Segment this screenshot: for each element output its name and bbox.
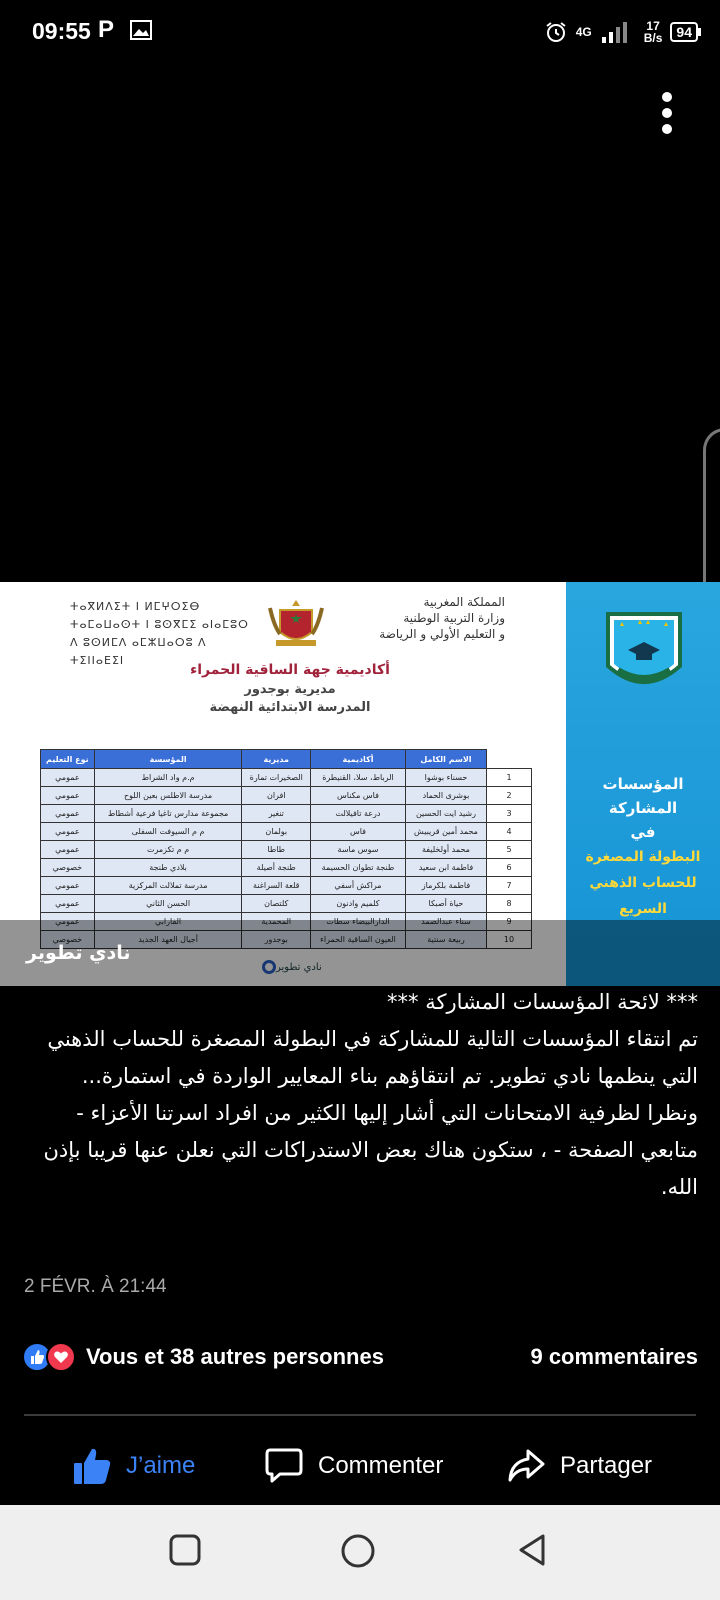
doc-title-school: المدرسة الابتدائية النهضة <box>209 700 371 715</box>
post-actions <box>0 1436 720 1496</box>
table-cell: الصخيرات تمارة <box>242 769 311 787</box>
table-cell: عمومي <box>41 841 95 859</box>
table-cell: 3 <box>487 805 532 823</box>
table-row <box>41 877 532 895</box>
post-text <box>22 984 698 1206</box>
table-cell: م.م واد الشراط <box>94 769 242 787</box>
panel-line: للحساب الذهني <box>589 875 697 891</box>
table-cell: درعة تافيلالت <box>311 805 406 823</box>
table-cell: قلعة السراغنة <box>242 877 311 895</box>
post-image[interactable] <box>0 582 720 986</box>
table-row <box>41 841 532 859</box>
table-cell: فاس <box>311 823 406 841</box>
table-cell: بوشرى الحماد <box>405 787 486 805</box>
table-cell: افران <box>242 787 311 805</box>
divider <box>24 1414 696 1416</box>
table-cell: عمومي <box>41 913 95 931</box>
network-type: 4G <box>575 25 592 39</box>
header-line: و التعليم الأولي و الرياضة <box>379 627 505 641</box>
table-cell: كلميم وادنون <box>311 895 406 913</box>
table-cell: بلادي طنجة <box>94 859 242 877</box>
moroccan-emblem-icon <box>266 596 326 650</box>
table-cell: 8 <box>487 895 532 913</box>
table-cell: فاطمة بلكرماز <box>405 877 486 895</box>
table-cell: كلتصان <box>242 895 311 913</box>
share-arrow-icon <box>506 1446 546 1486</box>
table-header-cell: الاسم الكامل <box>405 750 486 769</box>
status-bar <box>0 0 720 64</box>
table-cell: عمومي <box>41 769 95 787</box>
table-cell: فاطمة ابن سعيد <box>405 859 486 877</box>
table-cell: الفارابي <box>94 913 242 931</box>
header-line: ⵜⴰⵎⴰⵡⴰⵙⵜ ⵏ ⵓⵙⴳⵎⵉ ⴰⵏⴰⵎⵓⵔ <box>70 618 249 631</box>
table-cell: 5 <box>487 841 532 859</box>
table-cell: عمومي <box>41 805 95 823</box>
table-cell: سوس ماسة <box>311 841 406 859</box>
battery-icon: 94 <box>670 22 698 42</box>
table-cell: عمومي <box>41 823 95 841</box>
table-cell: م م تكزمرت <box>94 841 242 859</box>
share-label: Partager <box>560 1452 653 1479</box>
table-cell: أجيال العهد الجديد <box>94 931 242 949</box>
alarm-icon <box>544 20 568 44</box>
table-cell: حياة أصبكا <box>405 895 486 913</box>
speed-value: 17 <box>646 19 660 33</box>
table-row <box>41 895 532 913</box>
table-header-row <box>41 750 532 769</box>
speed-unit: B/s <box>643 31 663 45</box>
header-line: ⵜⴰⴳⵍⴷⵉⵜ ⵏ ⵍⵎⵖⵔⵉⴱ <box>70 600 201 613</box>
doc-title-academy: أكاديمية جهة الساقية الحمراء <box>190 662 390 678</box>
table-cell: مدرسة تملالت المركزية <box>94 877 242 895</box>
table-cell: الدارالبيضاء سطات <box>311 913 406 931</box>
back-icon[interactable] <box>516 1533 550 1567</box>
table-header-cell <box>487 750 532 769</box>
table-cell: مدرسة الاطلس بعين اللوح <box>94 787 242 805</box>
status-time: 09:55 <box>32 18 91 44</box>
table-cell: م م السيوفت السفلى <box>94 823 242 841</box>
table-cell: 4 <box>487 823 532 841</box>
table-cell: عمومي <box>41 895 95 913</box>
table-cell: 6 <box>487 859 532 877</box>
table-cell: 10 <box>487 931 532 949</box>
table-cell: عمومي <box>41 877 95 895</box>
table-row <box>41 823 532 841</box>
parking-notification-icon: P <box>98 16 115 43</box>
table-row <box>41 787 532 805</box>
post-paragraph: ونظرا لظرفية الامتحانات التي أشار إليها الكثير من افراد اسرتنا الأعزاء - متابعي الصفحة - ، ستكون هناك بعض الاستدراكات التي نعلن عنها قريبا بإذن الله. <box>43 1101 698 1199</box>
home-icon[interactable] <box>340 1533 376 1569</box>
table-cell: محمد أمين قريبيش <box>405 823 486 841</box>
table-cell: طاطا <box>242 841 311 859</box>
like-button[interactable] <box>72 1436 195 1496</box>
club-logo-text: نادي تطوير <box>276 962 322 973</box>
table-cell: حسناء بوشوا <box>405 769 486 787</box>
table-cell: خصوصي <box>41 859 95 877</box>
table-cell: الحسن الثاني <box>94 895 242 913</box>
table-cell: محمد أولخليفة <box>405 841 486 859</box>
more-options-icon[interactable] <box>660 92 674 134</box>
panel-line: المؤسسات المشاركة <box>602 775 684 817</box>
thumbs-up-icon <box>72 1446 112 1486</box>
table-cell: بولمان <box>242 823 311 841</box>
like-label: J’aime <box>126 1452 196 1479</box>
table-cell: رشيد ايت الحسين <box>405 805 486 823</box>
post-timestamp[interactable]: 2 FÉVR. À 21:44 <box>24 1276 167 1297</box>
table-cell: طنجة أصيلة <box>242 859 311 877</box>
table-cell: العيون الساقية الحمراء <box>311 931 406 949</box>
table-cell: طنجة تطوان الحسيمة <box>311 859 406 877</box>
table-row <box>41 769 532 787</box>
comment-button[interactable] <box>264 1436 443 1496</box>
nahda-school-badge-icon <box>602 606 686 700</box>
table-cell: ربيعة سنتية <box>405 931 486 949</box>
table-cell: 1 <box>487 769 532 787</box>
comment-label: Commenter <box>318 1452 444 1479</box>
recent-apps-icon[interactable] <box>168 1533 202 1567</box>
table-row <box>41 859 532 877</box>
table-cell: المحمدية <box>242 913 311 931</box>
table-cell: 7 <box>487 877 532 895</box>
table-cell: 2 <box>487 787 532 805</box>
group-name[interactable]: نادي تطوير <box>26 942 131 964</box>
table-cell: خصوصي <box>41 931 95 949</box>
table-cell: تنغير <box>242 805 311 823</box>
gallery-notification-icon <box>130 20 152 40</box>
table-cell: مراكش أسفي <box>311 877 406 895</box>
table-cell: عمومي <box>41 787 95 805</box>
panel-line: السريع <box>619 901 667 917</box>
doc-title-directorate: مديرية بوجدور <box>244 682 336 697</box>
table-header-cell: مديرية <box>242 750 311 769</box>
table-row <box>41 805 532 823</box>
panel-line: البطولة المصغرة <box>585 849 701 865</box>
post-paragraph: تم انتقاء المؤسسات التالية للمشاركة في البطولة المصغرة للحساب الذهني التي ينظمها نادي تطوير. تم انتقاؤهم بناء المعايير الواردة في استمارة... <box>47 1027 698 1088</box>
table-cell: 9 <box>487 913 532 931</box>
share-button[interactable] <box>506 1436 652 1496</box>
header-line: ⴷ ⵓⵙⵍⵎⴷ ⴰⵎⵣⵡⴰⵔⵓ ⴷ ⵜⵉⵏⵏⴰⴹⵉⵏ <box>70 636 207 667</box>
table-header-cell: أكاديمية <box>311 750 406 769</box>
table-cell: سناء عبدالصمد <box>405 913 486 931</box>
table-cell: بوجدور <box>242 931 311 949</box>
promo-panel-text <box>566 772 720 922</box>
comment-bubble-icon <box>264 1446 304 1486</box>
header-line: المملكة المغربية <box>423 595 505 609</box>
status-icons <box>544 16 698 48</box>
header-line: وزارة التربية الوطنية <box>403 611 505 625</box>
table-cell: فاس مكناس <box>311 787 406 805</box>
system-nav-bar <box>0 1505 720 1600</box>
signal-icon <box>600 21 636 43</box>
ministry-header-arabic <box>345 594 505 642</box>
network-speed <box>644 20 663 44</box>
reactions-text: Vous et 38 autres personnes <box>86 1344 384 1369</box>
post-paragraph: *** لائحة المؤسسات المشاركة *** <box>387 990 698 1014</box>
comments-count[interactable]: 9 commentaires <box>530 1344 698 1369</box>
table-cell: الرباط، سلا، القنيطرة <box>311 769 406 787</box>
participants-table <box>40 749 532 949</box>
panel-line: في <box>630 823 656 841</box>
table-header-cell: المؤسسة <box>94 750 242 769</box>
table-cell: مجموعة مدارس تاغيا فرعية أشطاط <box>94 805 242 823</box>
ministry-header-tifinagh <box>70 598 250 670</box>
table-header-cell: نوع التعليم <box>41 750 95 769</box>
love-reaction-icon <box>46 1342 76 1372</box>
reactions-summary[interactable] <box>22 1340 384 1374</box>
